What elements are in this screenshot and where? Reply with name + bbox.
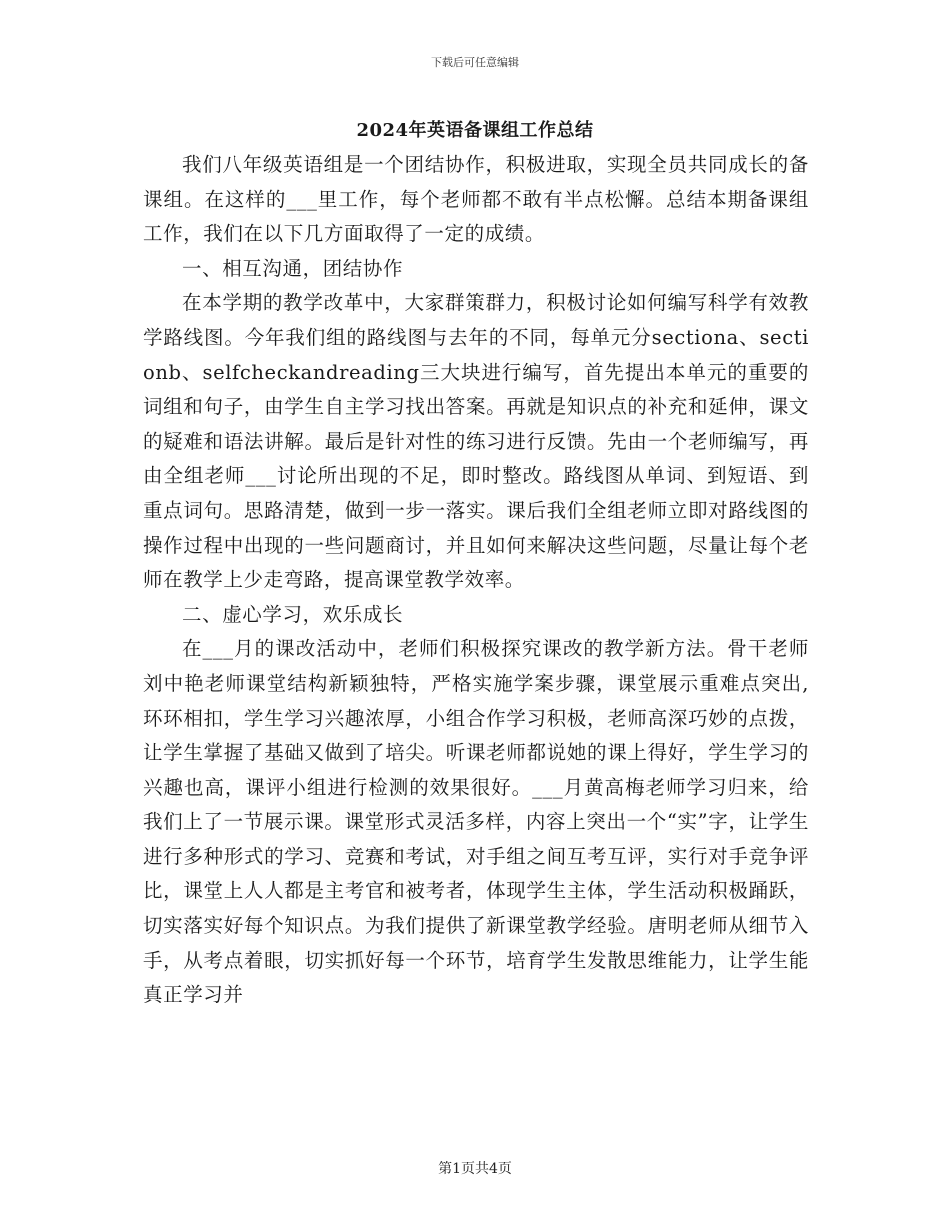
header-note: 下载后可任意编辑 bbox=[431, 56, 519, 69]
paragraph-intro: 我们八年级英语组是一个团结协作，积极进取，实现全员共同成长的备课组。在这样的___里工作，每个老师都不敢有半点松懈。总结本期备课组工作，我们在以下几方面取得了一定的成绩。 bbox=[143, 153, 809, 246]
page-footer: 第1页共4页 bbox=[438, 1161, 512, 1177]
section-heading-2: 二、虚心学习，欢乐成长 bbox=[182, 602, 404, 626]
paragraph-section-1: 在本学期的教学改革中，大家群策群力，积极讨论如何编写科学有效教学路线图。今年我们组的路线图与去年的不同，每单元分sectiona、sectionb、selfcheckandreading三大块进行编写，首先提出本单元的重要的词组和句子，由学生自主学习找出答案。再就是知识点的补充和延伸，课文的疑难和语法讲解。最后是针对性的练习进行反馈。先由一个老师编写，再由全组老师___讨论所出现的不足，即时整改。路线图从单词、到短语、到重点词句。思路清楚，做到一步一落实。课后我们全组老师立即对路线图的操作过程中出现的一些问题商讨，并且如何来解决这些问题，尽量让每个老师在教学上少走弯路，提高课堂教学效率。 bbox=[143, 291, 809, 592]
paragraph-section-2: 在___月的课改活动中，老师们积极探究课改的教学新方法。骨干老师刘中艳老师课堂结构新颖独特，严格实施学案步骤，课堂展示重难点突出,环环相扣，学生学习兴趣浓厚，小组合作学习积极，老师高深巧妙的点拨，让学生掌握了基础又做到了培尖。听课老师都说她的课上得好，学生学习的兴趣也高，课评小组进行检测的效果很好。___月黄高梅老师学习归来，给我们上了一节展示课。课堂形式灵活多样，内容上突出一个“实”字，让学生进行多种形式的学习、竞赛和考试，对手组之间互考互评，实行对手竞争评比，课堂上人人都是主考官和被考者，体现学生主体，学生活动积极踊跃，切实落实好每个知识点。为我们提供了新课堂教学经验。唐明老师从细节入手，从考点着眼，切实抓好每一个环节，培育学生发散思维能力，让学生能真正学习并 bbox=[143, 637, 809, 1007]
section-heading-1: 一、相互沟通，团结协作 bbox=[182, 256, 404, 280]
document-title: 2024年英语备课组工作总结 bbox=[356, 120, 594, 141]
document-body bbox=[143, 148, 809, 1013]
